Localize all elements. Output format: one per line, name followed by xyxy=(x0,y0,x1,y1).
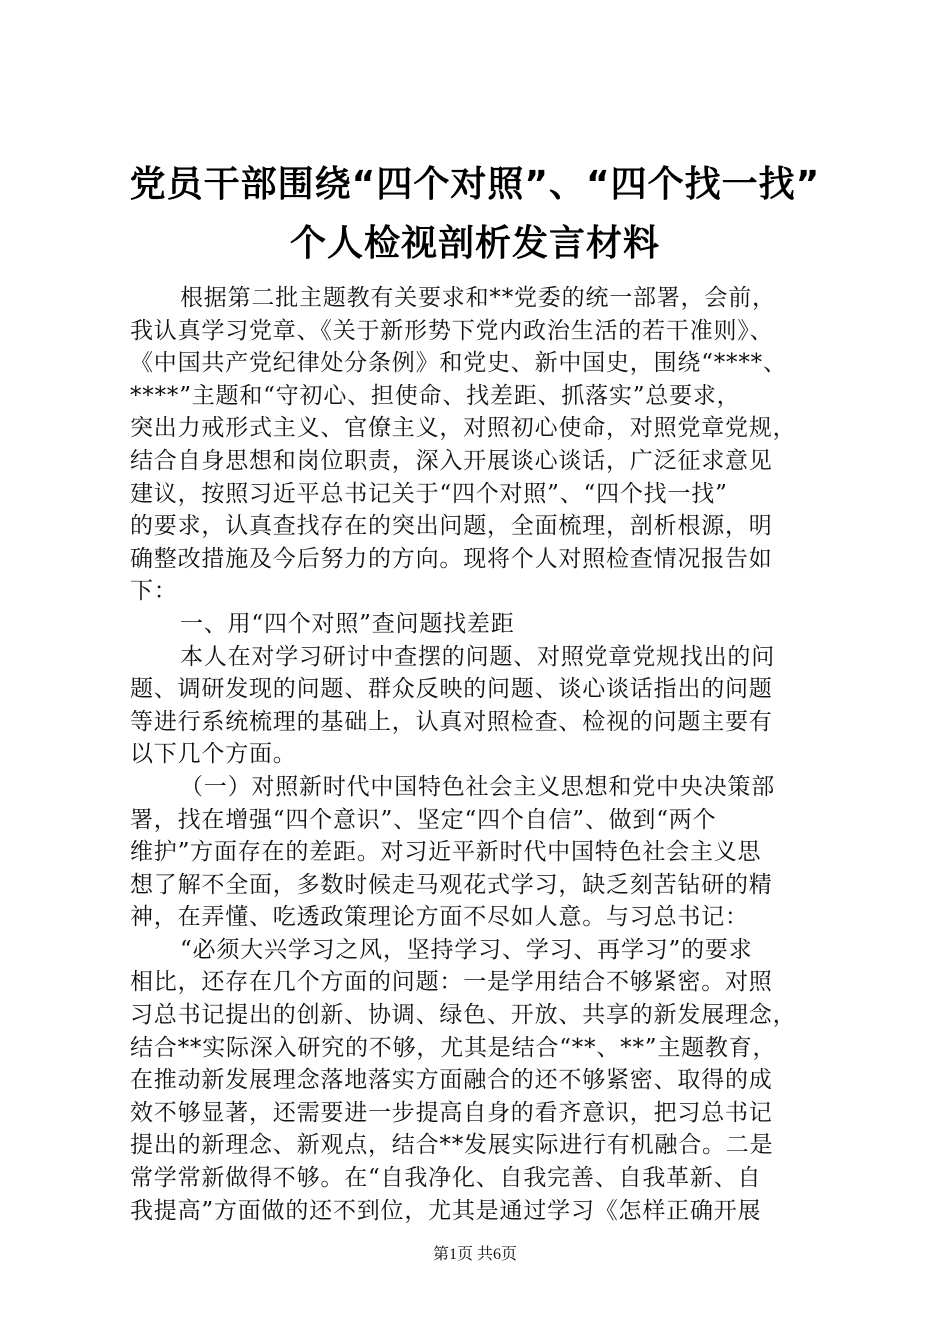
body-line: 提出的新理念、新观点，结合**发展实际进行有机融合。二是 xyxy=(130,1132,774,1159)
body-line: （一）对照新时代中国特色社会主义思想和党中央决策部 xyxy=(180,773,775,800)
document-body xyxy=(130,282,845,1227)
body-line: 结合自身思想和岗位职责，深入开展谈心谈话，广泛征求意见 xyxy=(130,447,773,474)
body-line: 一、用“四个对照”查问题找差距 xyxy=(180,610,515,637)
body-line: 想了解不全面，多数时候走马观花式学习，缺乏刻苦钻研的精 xyxy=(130,871,773,898)
body-line: “必须大兴学习之风，坚持学习、学习、再学习”的要求 xyxy=(180,936,753,963)
body-line: 效不够显著，还需要进一步提高自身的看齐意识，把习总书记 xyxy=(130,1099,773,1126)
body-line: 在推动新发展理念落地落实方面融合的还不够紧密、取得的成 xyxy=(130,1067,773,1094)
body-line: 确整改措施及今后努力的方向。现将个人对照检查情况报告如 xyxy=(130,545,773,572)
body-line: 署，找在增强“四个意识”、坚定“四个自信”、做到“两个 xyxy=(130,806,717,833)
document-title-line-2: 个人检视剖析发言材料 xyxy=(289,223,660,264)
body-line: 题、调研发现的问题、群众反映的问题、谈心谈话指出的问题 xyxy=(130,676,773,703)
document-title-line-1: 党员干部围绕“四个对照”、“四个找一找” xyxy=(129,164,821,205)
body-line: 维护”方面存在的差距。对习近平新时代中国特色社会主义思 xyxy=(130,839,762,866)
body-line: 的要求，认真查找存在的突出问题，全面梳理，剖析根源，明 xyxy=(130,513,773,540)
body-line: 以下几个方面。 xyxy=(130,741,297,768)
body-line: 建议，按照习近平总书记关于“四个对照”、“四个找一找” xyxy=(130,480,728,507)
body-line: 《中国共产党纪律处分条例》和党史、新中国史，围绕“****、 xyxy=(130,350,787,377)
body-line: ****”主题和“守初心、担使命、找差距、抓落实”总要求， xyxy=(130,382,741,409)
page-footer: 第1页 共6页 xyxy=(432,1246,517,1263)
body-line: 习总书记提出的创新、协调、绿色、开放、共享的新发展理念， xyxy=(130,1002,797,1029)
body-line: 根据第二批主题教有关要求和**党委的统一部署，会前， xyxy=(180,285,776,311)
body-line: 结合**实际深入研究的不够，尤其是结合“**、**”主题教育， xyxy=(130,1034,777,1061)
body-line: 等进行系统梳理的基础上，认真对照检查、检视的问题主要有 xyxy=(130,708,773,735)
body-line: 我提高”方面做的还不到位，尤其是通过学习《怎样正确开展 xyxy=(130,1197,762,1224)
body-line: 常学常新做得不够。在“自我净化、自我完善、自我革新、自 xyxy=(130,1165,762,1192)
body-line: 我认真学习党章、《关于新形势下党内政治生活的若干准则》、 xyxy=(130,317,774,344)
body-line: 本人在对学习研讨中查摆的问题、对照党章党规找出的问 xyxy=(180,643,775,670)
body-line: 相比，还存在几个方面的问题：一是学用结合不够紧密。对照 xyxy=(130,969,773,996)
body-line: 下： xyxy=(130,578,178,605)
body-line: 突出力戒形式主义、官僚主义，对照初心使命，对照党章党规， xyxy=(130,415,797,442)
body-line: 神，在弄懂、吃透政策理论方面不尽如人意。与习总书记： xyxy=(130,904,749,931)
